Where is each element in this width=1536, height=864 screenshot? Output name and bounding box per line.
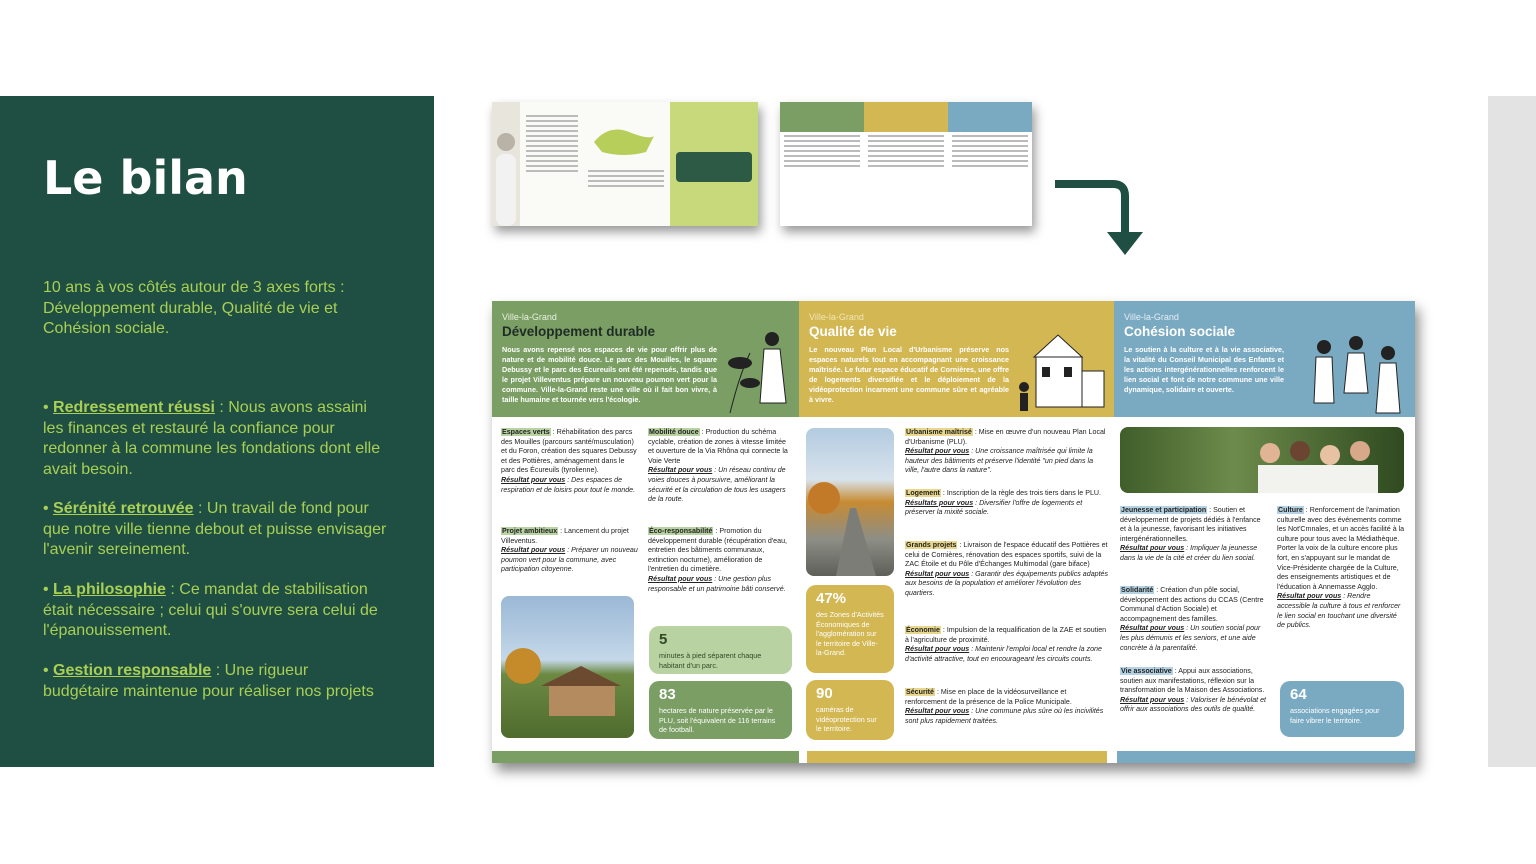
item-espaces-verts bbox=[501, 428, 639, 495]
item-label: Mobilité douce bbox=[649, 428, 699, 436]
bullet-label: Redressement réussi bbox=[53, 399, 215, 416]
item-text: : Mise en place de la vidéosurveillance et renforcement de la présence de la Police Municipale. bbox=[905, 688, 1072, 706]
stat-text: minutes à pied séparent chaque habitant d'un parc. bbox=[659, 651, 762, 670]
result-text: : Une gestion plus responsable et un patrimoine bâti conservé. bbox=[648, 574, 786, 593]
stat-cameras bbox=[806, 680, 894, 740]
bullet-3: • La philosophie : Ce mandat de stabilisation était nécessaire ; celui qui s'ouvre sera celui de l'épanouissement. bbox=[43, 581, 378, 639]
item-culture bbox=[1277, 506, 1405, 631]
item-label: Espaces verts bbox=[502, 428, 550, 436]
people-illustration bbox=[1304, 333, 1408, 417]
bottom-strip-green bbox=[492, 751, 799, 763]
stat-number: 47% bbox=[816, 590, 847, 607]
bottom-strip-blue bbox=[1117, 751, 1415, 763]
item-vie-associative bbox=[1120, 667, 1268, 715]
item-label: Vie associative bbox=[1121, 667, 1172, 675]
bullet-text: : Un travail de fond pour que notre ville tienne debout et puisse envisager l'avenir sereinement. bbox=[43, 500, 387, 558]
result-label: Résultat pour vous bbox=[1120, 624, 1185, 633]
result-text: : Maintenir l'emploi local et rendre la zone d'activité attractive, tout en encourageant les circuits courts. bbox=[905, 645, 1102, 663]
item-label: Grands projets bbox=[906, 541, 957, 549]
brochure-thumbnail-front bbox=[492, 102, 758, 226]
portrait-photo bbox=[492, 102, 520, 226]
item-label: Économie bbox=[906, 626, 940, 634]
result-text: : Des espaces de respiration et de loisirs pour tout le monde. bbox=[501, 475, 636, 494]
item-text: : Création d'un pôle social, développement des actions du CCAS (Centre Communal d'Action Sociale) et accompagnement des familles. bbox=[1120, 586, 1264, 623]
stat-parc bbox=[649, 626, 792, 674]
item-label: Culture bbox=[1278, 506, 1303, 514]
bullet-label: La philosophie bbox=[53, 581, 166, 598]
item-text: : Appui aux associations, soutien aux manifestations, réflexion sur la transformation de la Maison des Associations. bbox=[1120, 667, 1265, 695]
section-intro: Le nouveau Plan Local d'Urbanisme préserve nos espaces naturels tout en accompagnant une croissance maîtrisée. Le futur espace éducatif de Cornières, une offre de logements diversifiée et le déploiement de la vidéoprotection incarnent une commune sûre et agréable à vivre. bbox=[809, 345, 1009, 404]
item-projet-ambitieux bbox=[501, 527, 639, 575]
slide-intro: 10 ans à vos côtés autour de 3 axes forts : Développement durable, Qualité de vie et Cohésion sociale. bbox=[43, 279, 345, 337]
curved-arrow-icon bbox=[1053, 180, 1153, 260]
item-text: : Soutien et développement de projets dédiés à l'enfance et à la jeunesse, favorisant les initiatives intergénérationnelles. bbox=[1120, 506, 1261, 543]
header-qualite-de-vie bbox=[799, 301, 1114, 417]
brochure-thumbnail-inside bbox=[780, 102, 1032, 226]
item-label: Logement bbox=[906, 489, 940, 497]
item-eco-responsabilite bbox=[648, 527, 788, 594]
bullet-label: Sérénité retrouvée bbox=[53, 500, 194, 517]
result-text: : Une commune plus sûre où les incivilités sont plus rapidement traitées. bbox=[905, 707, 1104, 725]
stat-number: 90 bbox=[816, 685, 833, 702]
result-text: : Un soutien social pour les plus démunis et les seniors, et une aide concrète à la parentalité. bbox=[1120, 624, 1261, 652]
item-label: Projet ambitieux bbox=[502, 527, 558, 535]
bullet-text: : Ce mandat de stabilisation était nécessaire ; celui qui s'ouvre sera celui de l'épanouissement. bbox=[43, 581, 378, 639]
bottom-strip-yellow bbox=[807, 751, 1107, 763]
stat-associations bbox=[1280, 681, 1404, 737]
bullet-1: • Redressement réussi : Nous avons assaini les finances et restauré la confiance pour redonner à la commune les fondations dont elle avait besoin. bbox=[43, 399, 381, 478]
portrait-icon bbox=[492, 102, 520, 226]
photo-house-park bbox=[501, 596, 634, 738]
map-icon bbox=[584, 112, 668, 162]
result-label: Résultat pour vous bbox=[501, 546, 566, 555]
house-icon bbox=[501, 596, 634, 738]
section-title: Cohésion sociale bbox=[1124, 324, 1236, 339]
item-logement bbox=[905, 489, 1109, 518]
item-label: Sécurité bbox=[906, 688, 934, 696]
photo-street bbox=[806, 428, 894, 576]
people-photo-icon bbox=[1120, 427, 1404, 493]
item-label: Éco-responsabilité bbox=[649, 527, 713, 535]
building-illustration bbox=[1014, 327, 1110, 415]
right-edge-bar bbox=[1488, 96, 1536, 767]
result-label: Résultat pour vous bbox=[1277, 592, 1342, 601]
stat-text: associations engagées pour faire vibrer le territoire. bbox=[1290, 706, 1380, 725]
item-securite bbox=[905, 688, 1109, 726]
result-text: : Une croissance maîtrisée qui limite la hauteur des bâtiments et préserve l'identité "un pied dans la ville, l'autre dans la nature". bbox=[905, 447, 1094, 475]
result-text: : Préparer un nouveau poumon vert pour la commune, avec participation citoyenne. bbox=[501, 546, 638, 574]
stat-zones bbox=[806, 585, 894, 673]
stat-hectares bbox=[649, 681, 792, 739]
plant-woman-illustration bbox=[720, 323, 796, 417]
item-text: : Inscription de la règle des trois tiers dans le PLU. bbox=[940, 489, 1101, 497]
slide-title: Le bilan bbox=[43, 151, 248, 205]
result-label: Résultat pour vous bbox=[1120, 695, 1185, 704]
item-text: : Mise en œuvre d'un nouveau Plan Local d'Urbanisme (PLU). bbox=[905, 428, 1106, 446]
item-text: : Production du schéma cyclable, création de zones à vitesse limitée et ouverture de la Via Rhôna qui connecte la Voie Verte bbox=[648, 428, 788, 465]
item-jeunesse bbox=[1120, 506, 1268, 564]
stat-number: 5 bbox=[659, 631, 668, 648]
city-label: Ville-la-Grand bbox=[809, 312, 864, 322]
brochure-inside bbox=[492, 301, 1415, 763]
stat-text: caméras de vidéoprotection sur le territoire. bbox=[816, 705, 877, 733]
item-text: : Lancement du projet Villeventus. bbox=[501, 527, 629, 545]
item-label: Jeunesse et participation bbox=[1121, 506, 1207, 514]
section-title: Développement durable bbox=[502, 324, 656, 339]
city-label: Ville-la-Grand bbox=[502, 312, 557, 322]
result-text: : Garantir des équipements publics adaptés aux besoins de la population et améliorer l'évolution des quartiers. bbox=[905, 569, 1109, 597]
item-text: : Réhabilitation des parcs des Mouilles (parcours santé/musculation) et du Foron, création des squares Debussy et des Pottières, aménagement dans le parc des Écureuils (tyrolienne). bbox=[501, 428, 637, 475]
result-label: Résultat pour vous bbox=[648, 574, 713, 583]
stat-number: 83 bbox=[659, 686, 676, 703]
section-intro: Le soutien à la culture et à la vie associative, la vitalité du Conseil Municipal des Enfants et les actions intergénérationnelles renforcent le lien social et font de notre commune une ville dynamique, solidaire et ouverte. bbox=[1124, 345, 1284, 394]
result-label: Résultat pour vous bbox=[905, 707, 970, 716]
stat-text: des Zones d'Activités Économiques de l'agglomération sur le territoire de Ville-la-Grand. bbox=[816, 610, 884, 657]
section-intro: Nous avons repensé nos espaces de vie pour offrir plus de nature et de mobilité douce. Le parc des Mouilles, le square Debussy et le parc des Écureuils ont été repensés, tandis que le projet Villeventus prépare un nouveau poumon vert pour la commune. Ville-la-Grand reste une ville où il fait bon vivre, à taille humaine et tournée vers l'écologie. bbox=[502, 345, 717, 404]
header-developpement-durable bbox=[492, 301, 799, 417]
item-solidarite bbox=[1120, 586, 1268, 653]
item-mobilite-douce bbox=[648, 428, 788, 505]
result-label: Résultat pour vous bbox=[905, 645, 970, 654]
item-text: : Livraison de l'espace éducatif des Pottières et celui de Cornières, rénovation des espaces sportifs, suivi de la ZAC Étoile et du Pôle d'Échanges Multimodal (gare biface) bbox=[905, 541, 1108, 569]
result-label: Résultats pour vous bbox=[905, 498, 974, 507]
street-icon bbox=[806, 428, 894, 576]
item-grands-projets bbox=[905, 541, 1109, 599]
bullet-text: : Une rigueur budgétaire maintenue pour réaliser nos projets bbox=[43, 662, 374, 700]
item-text: : Promotion du développement durable (récupération d'eau, entretien des bâtiments communaux, extinction nocturne), amélioration de l'entretien du cimetière. bbox=[648, 527, 787, 574]
stat-number: 64 bbox=[1290, 686, 1307, 703]
result-label: Résultat pour vous bbox=[1120, 544, 1185, 553]
section-title: Qualité de vie bbox=[809, 324, 897, 339]
result-text: : Valoriser le bénévolat et offrir aux associations des outils de qualité. bbox=[1120, 695, 1267, 714]
city-label: Ville-la-Grand bbox=[1124, 312, 1179, 322]
bullet-text: : Nous avons assaini les finances et restauré la confiance pour redonner à la commune les fondations dont elle avait besoin. bbox=[43, 399, 381, 478]
item-text: : Renforcement de l'animation culturelle avec des événements comme les Not'Cmnales, et un accès facilité à la culture pour tous avec la Médiathèque. Porter la voix de la culture encore plus fort, en s'appuyant sur le mandat de Vice-Présidente chargée de la Culture, des enseignements artistiques et de l'éducation à Annemasse Agglo. bbox=[1277, 506, 1405, 591]
item-economie bbox=[905, 626, 1109, 664]
header-cohesion-sociale bbox=[1114, 301, 1415, 417]
result-label: Résultat pour vous bbox=[905, 447, 970, 456]
result-label: Résultat pour vous bbox=[501, 475, 566, 484]
result-text: : Un réseau continu de voies douces à poursuivre, améliorant la sécurité et la circulation de tous les usagers de la route. bbox=[648, 466, 786, 504]
photo-group-people bbox=[1120, 427, 1404, 493]
bullet-label: Gestion responsable bbox=[53, 662, 212, 679]
item-label: Urbanisme maîtrisé bbox=[906, 428, 972, 436]
item-urbanisme bbox=[905, 428, 1109, 476]
result-text: : Diversifier l'offre de logements et préserver la mixité sociale. bbox=[905, 498, 1083, 517]
result-text: : Rendre accessible la culture à tous et renforcer le lien social en touchant une diversité de publics. bbox=[1277, 592, 1401, 630]
result-label: Résultat pour vous bbox=[648, 466, 713, 475]
bullet-4: • Gestion responsable : Une rigueur budgétaire maintenue pour réaliser nos projets bbox=[43, 662, 374, 700]
item-label: Solidarité bbox=[1121, 586, 1154, 594]
item-text: : Impulsion de la requalification de la ZAE et soutien à l'agriculture de proximité. bbox=[905, 626, 1107, 644]
bullet-2: • Sérénité retrouvée : Un travail de fond pour que notre ville tienne debout et puisse envisager l'avenir sereinement. bbox=[43, 500, 387, 558]
stat-text: hectares de nature préservée par le PLU, soit l'équivalent de 116 terrains de football. bbox=[659, 706, 776, 734]
result-text: : Impliquer la jeunesse dans la vie de la cité et créer du lien social. bbox=[1120, 544, 1258, 562]
result-label: Résultat pour vous bbox=[905, 569, 970, 578]
